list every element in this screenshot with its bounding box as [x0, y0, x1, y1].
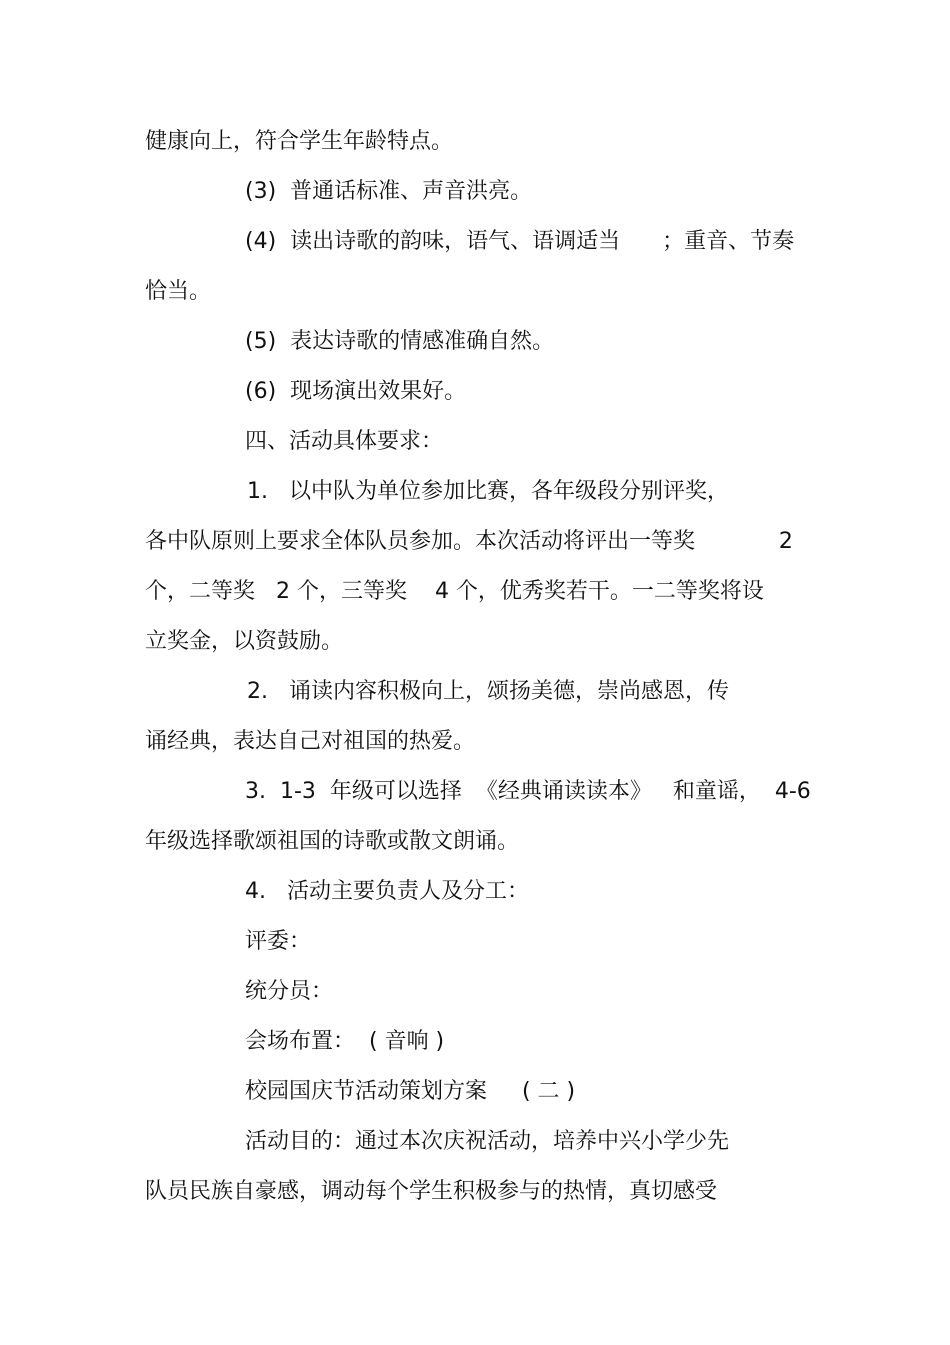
text-line: 3. 1-3 年级可以选择 《经典诵读读本》 和童谣， 4-6 [245, 779, 811, 804]
text-line: (5) 表达诗歌的情感准确自然。 [245, 329, 555, 354]
text-line: 诵经典，表达自己对祖国的热爱。 [145, 729, 476, 754]
text-line: 1. 以中队为单位参加比赛，各年级段分别评奖， [247, 479, 729, 504]
text-line: 会场布置： ( 音响 ) [245, 1029, 445, 1054]
text-line: 队员民族自豪感，调动每个学生积极参与的热情，真切感受 [145, 1179, 718, 1204]
text-line: 各中队原则上要求全体队员参加。本次活动将评出一等奖 2 [145, 529, 793, 554]
section-title: 校园国庆节活动策划方案 ( 二 ) [245, 1079, 576, 1104]
text-line: 活动目的：通过本次庆祝活动，培养中兴小学少先 [245, 1129, 730, 1154]
text-line: 4. 活动主要负责人及分工： [245, 879, 529, 904]
text-line: 恰当。 [145, 279, 212, 304]
text-line: 统分员： [245, 979, 334, 1004]
text-line: 2. 诵读内容积极向上，颂扬美德，崇尚感恩，传 [247, 679, 729, 704]
text-line: (6) 现场演出效果好。 [245, 379, 467, 404]
text-line: (4) 读出诗歌的韵味，语气、语调适当 ；重音、节奏 [245, 229, 795, 254]
section-heading: 四、活动具体要求： [245, 429, 444, 454]
text-line: 立奖金，以资鼓励。 [145, 629, 344, 654]
text-line: 年级选择歌颂祖国的诗歌或散文朗诵。 [145, 829, 520, 854]
text-line: 评委： [245, 929, 312, 954]
text-line: 个，二等奖 2 个，三等奖 4 个，优秀奖若干。一二等奖将设 [145, 579, 764, 604]
text-line: (3) 普通话标准、声音洪亮。 [245, 179, 533, 204]
text-line: 健康向上，符合学生年龄特点。 [145, 129, 454, 154]
